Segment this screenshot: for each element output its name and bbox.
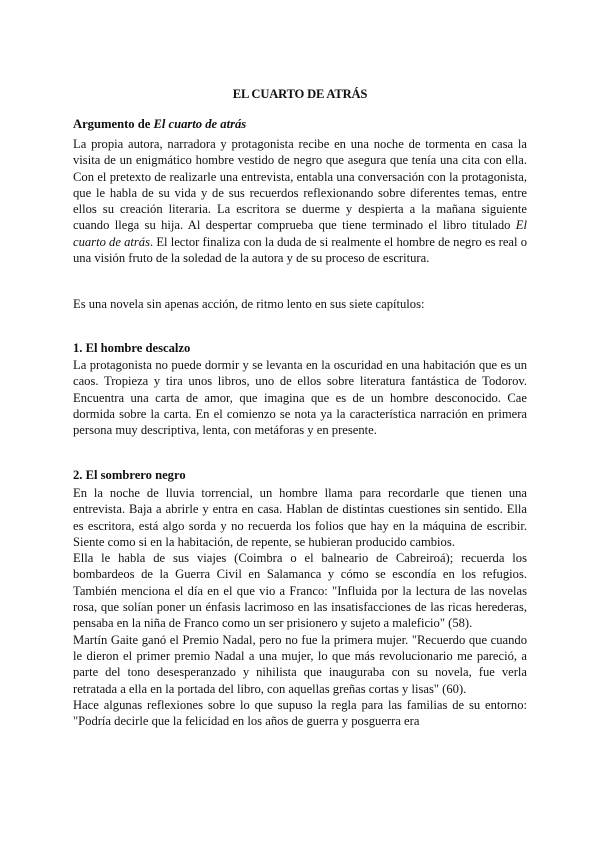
argument-text-end: . El lector finaliza con la duda de si realmente el hombre de negro es real o una visión fruto de la soledad de la autora y de su proceso de escritura. [73, 234, 527, 266]
chapter1-heading: 1. El hombre descalzo [73, 341, 191, 355]
argument-text-start: La propia autora, narradora y protagonista recibe en una noche de tormenta en casa la visita de un enigmático hombre vestido de negro que asegura que tenía una cita con ella. Con el pretexto de realizarle una entrevista, entabla una conversación con la protagonista, que le habla de su vida y de sus recuerdos reflexionando sobre diferentes temas, entre ellos su creación literaria. La escritora se duerme y despierta a la mañana siguiente cuando llega su hija. Al despertar comprueba que tiene terminado el libro titulado [73, 137, 527, 233]
chapter2-heading: 2. El sombrero negro [73, 468, 186, 482]
chapter1-paragraph: La protagonista no puede dormir y se levanta en la oscuridad en una habitación que es un caos. Tropieza y tira unos libros, uno de ellos sobre literatura fantástica de Todorov. Encuentra una carta de amor, que imagina que es de un hombre desconocido. Cae dormida sobre la carta. En el comienzo se nota ya la característica narración en primera persona muy descriptiva, lenta, con metáforas y en presente. [73, 358, 527, 438]
intro-paragraph: Es una novela sin apenas acción, de ritmo lento en sus siete capítulos: [73, 297, 425, 311]
argument-paragraph [73, 136, 527, 266]
document-title: EL CUARTO DE ATRÁS [232, 87, 368, 101]
argument-text-book-title: El cuarto de atrás [73, 218, 527, 249]
chapter2-paragraph-4: Hace algunas reflexiones sobre lo que supuso la regla para las familias de su entorno: "Podría decirle que la felicidad en los años de guerra y posguerra era [73, 697, 527, 729]
argument-heading-book-title: El cuarto de atrás [153, 117, 247, 131]
chapter2-paragraph-3: Martín Gaite ganó el Premio Nadal, pero no fue la primera mujer. "Recuerdo que cuando le dieron el primer premio Nadal a una mujer, lo que más revolucionario me pareció, a parte del tono desesperanzado y nihilista que inauguraba con su novela, fue verla retratada a ella en la portada del libro, con aquellas greñas cortas y lisas" (60). [73, 632, 527, 696]
argument-heading-prefix: Argumento de [73, 117, 154, 131]
chapter2-paragraph-2: Ella le habla de sus viajes (Coimbra o el balneario de Cabreiroá); recuerda los bombardeos de la Guerra Civil en Salamanca y cómo se escondía en los refugios. También menciona el día en el que vio a Franco: "Influida por la lectura de las novelas rosa, que solían poner un énfasis lacrimoso en las insatisfacciones de las ricas herederas, pensaba en la niña de Franco como un ser prisionero y sujeto a maleficio" (58). [73, 551, 527, 631]
chapter2-paragraph-1: En la noche de lluvia torrencial, un hombre llama para recordarle que tienen una entrevista. Baja a abrirle y entra en casa. Hablan de distintas cuestiones sin sentido. Ella es escritora, está algo sorda y no recuerda los folios que hay en la máquina de escribir. Siente como si en la habitación, de repente, se hubieran producido cambios. [73, 486, 527, 549]
chapter2-body [73, 485, 527, 729]
argument-heading [73, 116, 527, 132]
